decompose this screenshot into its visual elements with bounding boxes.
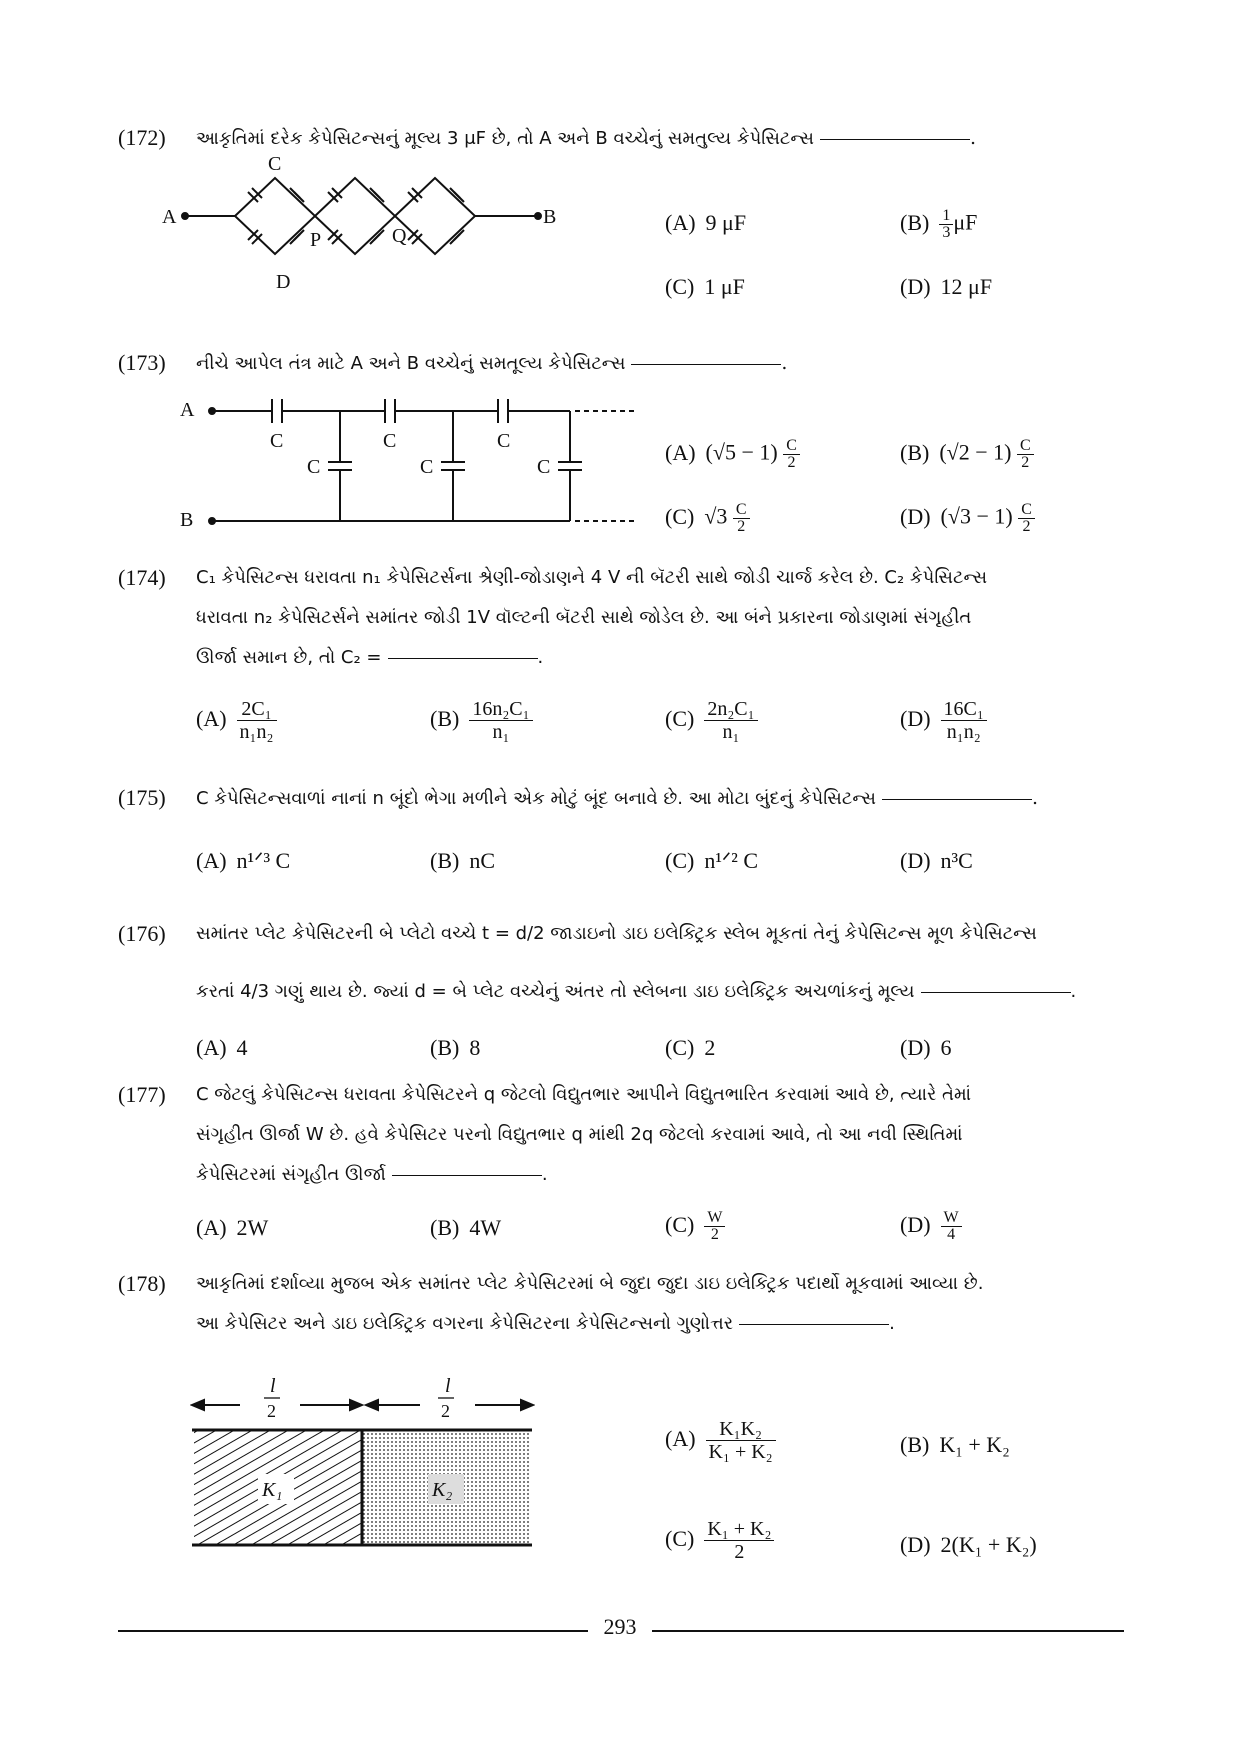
option-178-d[interactable]: (D) 2(K₁ + K₂): [900, 1532, 1037, 1557]
question-number: (173): [118, 350, 166, 375]
option-176-d[interactable]: (D) 6: [900, 1035, 952, 1060]
option-173-b[interactable]: (B) (√2 − 1) $\frac{C}{2}$: [900, 438, 1034, 471]
answer-blank: [882, 798, 1032, 800]
capacitor-label: C: [420, 456, 434, 478]
question-text: આકૃતિમાં દરેક કેપેસિટન્સનું મૂલ્ય 3 μF છે, તો A અને B વચ્ચેનું સમતુલ્ય કેપેસિટન્સ: [196, 128, 815, 149]
option-172-a[interactable]: (A) 9 μF: [665, 210, 747, 235]
figure-172-capacitor-network: [160, 150, 600, 300]
question-text-line: કરતાં 4/3 ગણું થાય છે. જ્યાં d = બે પ્લેટ વચ્ચેનું અંતર તો સ્લેબના ડાઇ ઇલેક્ટ્રિક અચળાંકનું મૂલ્ય: [196, 981, 915, 1002]
question-text-line: સમાંતર પ્લેટ કેપેસિટરની બે પ્લેટો વચ્ચે t = d/2 જાડાઇનો ડાઇ ઇલેક્ટ્રિક સ્લેબ મૂકતાં તેનું કેપેસિટન્સ મૂળ કેપેસિટન્સ: [196, 923, 1037, 944]
dielectric-label-k1: K₁: [262, 1479, 283, 1501]
question-172: (172) આકૃતિમાં દરેક કેપેસિટન્સનું મૂલ્ય 3 μF છે, તો A અને B વચ્ચેનું સમતુલ્ય કેપેસિટન્સ .: [118, 118, 1128, 159]
question-text-line: ધરાવતા n₂ કેપેસિટર્સને સમાંતર જોડી 1V વૉલ્ટની બૅટરી સાથે જોડેલ છે. આ બંને પ્રકારના જોડાણમાં સંગૃહીત: [196, 607, 972, 628]
node-label-d: D: [276, 271, 291, 293]
question-text: નીચે આપેલ તંત્ર માટે A અને B વચ્ચેનું સમતૂલ્ય કેપેસિટન્સ: [196, 353, 626, 374]
question-text-line: કેપેસિટરમાં સંગૃહીત ઊર્જા: [196, 1164, 386, 1185]
answer-blank: [392, 1174, 542, 1176]
question-178: (178) આકૃતિમાં દર્શાવ્યા મુજબ એક સમાંતર પ્લેટ કેપેસિટરમાં બે જુદા જુદા ડાઇ ઇલેક્ટ્રિક પદાર્થો મૂકવામાં આવ્યા છે. આ કેપેસિટર અને ડાઇ ઇલેક્ટ્રિક વગરના કેપેસિટરના કેપેસિટન્સનો ગુણોત્તર .: [118, 1264, 1128, 1344]
question-177: (177) C જેટલું કેપેસિટન્સ ધરાવતા કેપેસિટરને q જેટલો વિદ્યુતભાર આપીને વિદ્યુતભારિત કરવામાં આવે છે, ત્યારે તેમાં સંગૃહીત ઊર્જા W છે. હવે કેપેસિટર પરનો વિદ્યુતભાર q માંથી 2q જેટલો કરવામાં આવે, તો આ નવી સ્થિતિમાં કેપેસિટરમાં સંગૃહીત ઊર્જા .: [118, 1075, 1128, 1195]
question-number: (175): [118, 785, 166, 810]
question-text-line: C જેટલું કેપેસિટન્સ ધરાવતા કેપેસિટરને q જેટલો વિદ્યુતભાર આપીને વિદ્યુતભારિત કરવામાં આવે છે, ત્યારે તેમાં: [196, 1084, 972, 1105]
option-175-a[interactable]: (A) n¹ᐟ³ C: [196, 848, 291, 873]
option-177-d[interactable]: (D) $\frac{W}{4}$: [900, 1210, 962, 1243]
question-text-line: સંગૃહીત ઊર્જા W છે. હવે કેપેસિટર પરનો વિદ્યુતભાર q માંથી 2q જેટલો કરવામાં આવે, તો આ નવી સ્થિતિમાં: [196, 1124, 963, 1145]
capacitor-label: C: [497, 430, 511, 452]
option-178-c[interactable]: (C) $\frac{\text{K₁ + K₂}}{2}$: [665, 1518, 774, 1563]
question-text: C કેપેસિટન્સવાળાં નાનાં n બૂંદો ભેગા મળીને એક મોટું બૂંદ બનાવે છે. આ મોટા બુંદનું કેપેસિટન્સ: [196, 788, 876, 809]
question-175: (175) C કેપેસિટન્સવાળાં નાનાં n બૂંદો ભેગા મળીને એક મોટું બૂંદ બનાવે છે. આ મોટા બુંદનું કેપેસિટન્સ .: [118, 778, 1128, 819]
option-174-d[interactable]: (D) $\frac{\text{16C₁}}{\text{n₁n₂}}$: [900, 698, 987, 743]
node-label-q: Q: [392, 225, 407, 247]
question-text-line: C₁ કેપેસિટન્સ ધરાવતા n₁ કેપેસિટર્સના શ્રેણી-જોડાણને 4 V ની બૅટરી સાથે જોડી ચાર્જ કરેલ છે. C₂ કેપેસિટન્સ: [196, 567, 988, 588]
option-172-c[interactable]: (C) 1 μF: [665, 274, 745, 299]
node-label-c: C: [268, 153, 282, 175]
question-176: (176) સમાંતર પ્લેટ કેપેસિટરની બે પ્લેટો વચ્ચે t = d/2 જાડાઇનો ડાઇ ઇલેક્ટ્રિક સ્લેબ મૂકતાં તેનું કેપેસિટન્સ મૂળ કેપેસિટન્સ કરતાં 4/3 ગણું થાય છે. જ્યાં d = બે પ્લેટ વચ્ચેનું અંતર તો સ્લેબના ડાઇ ઇલેક્ટ્રિક અચળાંકનું મૂલ્ય .: [118, 914, 1128, 1012]
option-173-d[interactable]: (D) (√3 − 1) $\frac{C}{2}$: [900, 502, 1035, 535]
capacitor-label: C: [383, 430, 397, 452]
question-number: (177): [118, 1082, 166, 1107]
length-denominator: 2: [441, 1401, 450, 1421]
option-173-a[interactable]: (A) (√5 − 1) $\frac{C}{2}$: [665, 438, 800, 471]
option-172-d[interactable]: (D) 12 μF: [900, 274, 993, 299]
question-number: (176): [118, 921, 166, 946]
capacitor-label: C: [270, 430, 284, 452]
node-label-b: B: [543, 206, 557, 228]
figure-173-ladder-network: [175, 395, 645, 535]
node-label-b: B: [180, 509, 194, 531]
option-176-c[interactable]: (C) 2: [665, 1035, 716, 1060]
length-denominator: 2: [267, 1401, 276, 1421]
length-label: l: [445, 1375, 451, 1397]
option-177-a[interactable]: (A) 2W: [196, 1215, 269, 1240]
option-178-a[interactable]: (A) $\frac{\text{K₁K₂}}{\text{K₁ + K₂}}$: [665, 1418, 776, 1463]
answer-blank: [739, 1323, 889, 1325]
node-label-a: A: [162, 206, 177, 228]
node-label-p: P: [310, 229, 322, 251]
question-174: (174) C₁ કેપેસિટન્સ ધરાવતા n₁ કેપેસિટર્સના શ્રેણી-જોડાણને 4 V ની બૅટરી સાથે જોડી ચાર્જ કરેલ છે. C₂ કેપેસિટન્સ ધરાવતા n₂ કેપેસિટર્સને સમાંતર જોડી 1V વૉલ્ટની બૅટરી સાથે જોડેલ છે. આ બંને પ્રકારના જોડાણમાં સંગૃહીત ઊર્જા સમાન છે, તો C₂ = .: [118, 558, 1128, 678]
answer-blank: [820, 138, 970, 140]
question-text-line: આકૃતિમાં દર્શાવ્યા મુજબ એક સમાંતર પ્લેટ કેપેસિટરમાં બે જુદા જુદા ડાઇ ઇલેક્ટ્રિક પદાર્થો મૂકવામાં આવ્યા છે.: [196, 1273, 984, 1294]
option-175-d[interactable]: (D) n³C: [900, 848, 973, 873]
option-173-c[interactable]: (C) √3 $\frac{C}{2}$: [665, 502, 750, 535]
answer-blank: [388, 657, 538, 659]
dielectric-label-k2: K₂: [432, 1479, 453, 1501]
length-label: l: [270, 1375, 276, 1397]
footer-rule-right: [652, 1630, 1124, 1632]
page-number: 293: [603, 1614, 637, 1639]
option-176-b[interactable]: (B) 8: [430, 1035, 481, 1060]
option-175-c[interactable]: (C) n¹ᐟ² C: [665, 848, 759, 873]
answer-blank: [631, 363, 781, 365]
option-174-c[interactable]: (C) $\frac{\text{2n₂C₁}}{\text{n₁}}$: [665, 698, 758, 743]
footer-rule-left: [118, 1630, 588, 1632]
option-174-b[interactable]: (B) $\frac{\text{16n₂C₁}}{\text{n₁}}$: [430, 698, 533, 743]
option-177-b[interactable]: (B) 4W: [430, 1215, 502, 1240]
option-175-b[interactable]: (B) nC: [430, 848, 496, 873]
question-number: (178): [118, 1271, 166, 1296]
option-176-a[interactable]: (A) 4: [196, 1035, 248, 1060]
question-text-line: આ કેપેસિટર અને ડાઇ ઇલેક્ટ્રિક વગરના કેપેસિટરના કેપેસિટન્સનો ગુણોત્તર: [196, 1313, 734, 1334]
capacitor-label: C: [307, 456, 321, 478]
capacitor-label: C: [537, 456, 551, 478]
question-number: (174): [118, 565, 166, 590]
option-172-b[interactable]: (B) $\frac{1}{3}$ μF: [900, 207, 978, 241]
node-label-a: A: [180, 399, 195, 421]
option-174-a[interactable]: (A) $\frac{\text{2C₁}}{\text{n₁n₂}}$: [196, 698, 277, 743]
answer-blank: [921, 991, 1071, 993]
question-173: (173) નીચે આપેલ તંત્ર માટે A અને B વચ્ચેનું સમતૂલ્ય કેપેસિટન્સ .: [118, 343, 1128, 384]
question-number: (172): [118, 125, 166, 150]
question-text-line: ઊર્જા સમાન છે, તો C₂ =: [196, 647, 382, 668]
option-177-c[interactable]: (C) $\frac{W}{2}$: [665, 1210, 725, 1243]
option-178-b[interactable]: (B) K₁ + K₂: [900, 1432, 1010, 1457]
figure-178-dielectric-capacitor: [190, 1372, 535, 1557]
